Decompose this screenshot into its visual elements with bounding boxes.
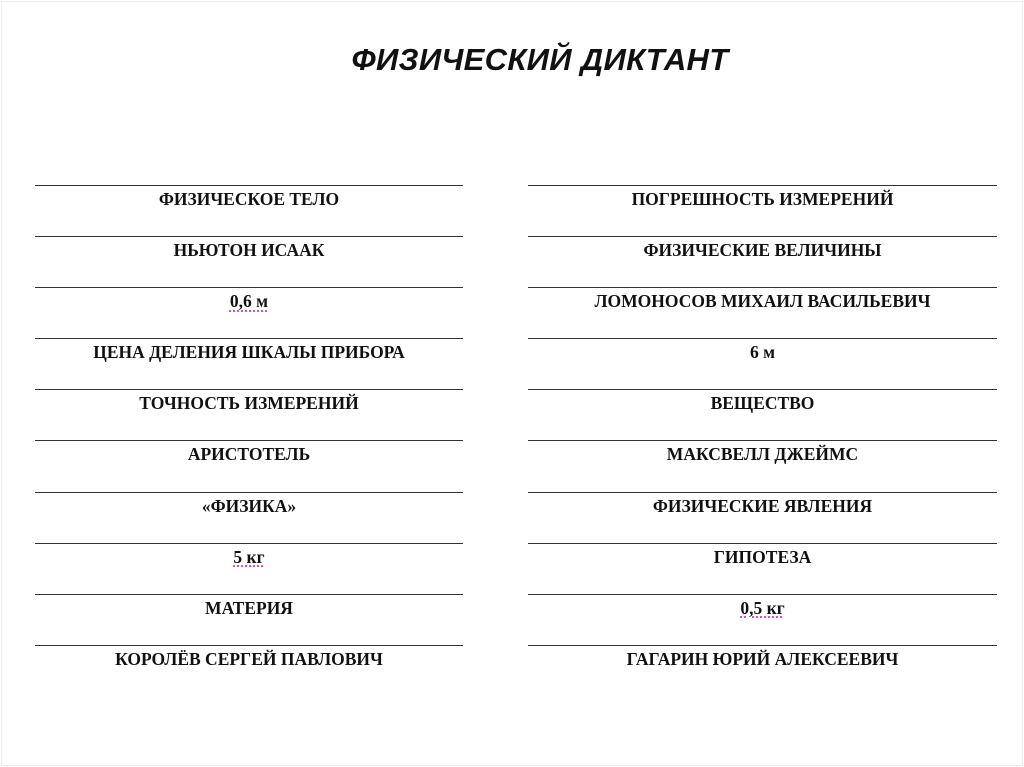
table-row bbox=[528, 236, 997, 287]
table-row bbox=[35, 185, 463, 236]
table-row bbox=[528, 440, 997, 491]
table-row bbox=[35, 287, 463, 338]
row-text: ГАГАРИН ЮРИЙ АЛЕКСЕЕВИЧ bbox=[626, 648, 899, 669]
row-text: ВЕЩЕСТВО bbox=[710, 393, 815, 414]
row-text: АРИСТОТЕЛЬ bbox=[187, 444, 311, 465]
table-row bbox=[35, 492, 463, 543]
table-row bbox=[35, 338, 463, 389]
row-text: НЬЮТОН ИСААК bbox=[173, 240, 325, 261]
table-row bbox=[35, 645, 463, 696]
row-text: ГИПОТЕЗА bbox=[713, 546, 812, 567]
left-column bbox=[35, 185, 463, 696]
row-text: КОРОЛЁВ СЕРГЕЙ ПАВЛОВИЧ bbox=[115, 648, 383, 669]
table-row bbox=[528, 338, 997, 389]
table-row bbox=[528, 492, 997, 543]
table-row bbox=[528, 543, 997, 594]
row-text: ПОГРЕШНОСТЬ ИЗМЕРЕНИЙ bbox=[631, 189, 894, 209]
row-text: МАТЕРИЯ bbox=[205, 597, 293, 618]
row-text: ФИЗИЧЕСКИЕ ВЕЛИЧИНЫ bbox=[643, 240, 882, 261]
row-text: 0,6 м bbox=[229, 291, 269, 312]
row-text: МАКСВЕЛЛ ДЖЕЙМС bbox=[666, 444, 859, 465]
row-text: ЛОМОНОСОВ МИХАИЛ ВАСИЛЬЕВИЧ bbox=[594, 291, 931, 312]
row-text: ФИЗИЧЕСКИЕ ЯВЛЕНИЯ bbox=[652, 495, 873, 516]
row-text: ФИЗИЧЕСКОЕ ТЕЛО bbox=[158, 189, 340, 209]
table-row bbox=[528, 389, 997, 440]
row-text: «ФИЗИКА» bbox=[201, 495, 297, 516]
table-row bbox=[35, 236, 463, 287]
page-title: ФИЗИЧЕСКИЙ ДИКТАНТ bbox=[351, 42, 729, 77]
row-text: 0,5 кг bbox=[740, 597, 785, 618]
table-row bbox=[528, 287, 997, 338]
right-column bbox=[528, 185, 997, 696]
table-row bbox=[528, 645, 997, 696]
table-row bbox=[35, 594, 463, 645]
table-row bbox=[35, 543, 463, 594]
row-text: 6 м bbox=[749, 342, 776, 363]
table-row bbox=[35, 389, 463, 440]
table-row bbox=[528, 594, 997, 645]
table-row bbox=[528, 185, 997, 236]
row-text: ЦЕНА ДЕЛЕНИЯ ШКАЛЫ ПРИБОРА bbox=[93, 342, 405, 363]
row-text: ТОЧНОСТЬ ИЗМЕРЕНИЙ bbox=[139, 393, 359, 414]
row-text: 5 кг bbox=[233, 546, 265, 567]
table-row bbox=[35, 440, 463, 491]
